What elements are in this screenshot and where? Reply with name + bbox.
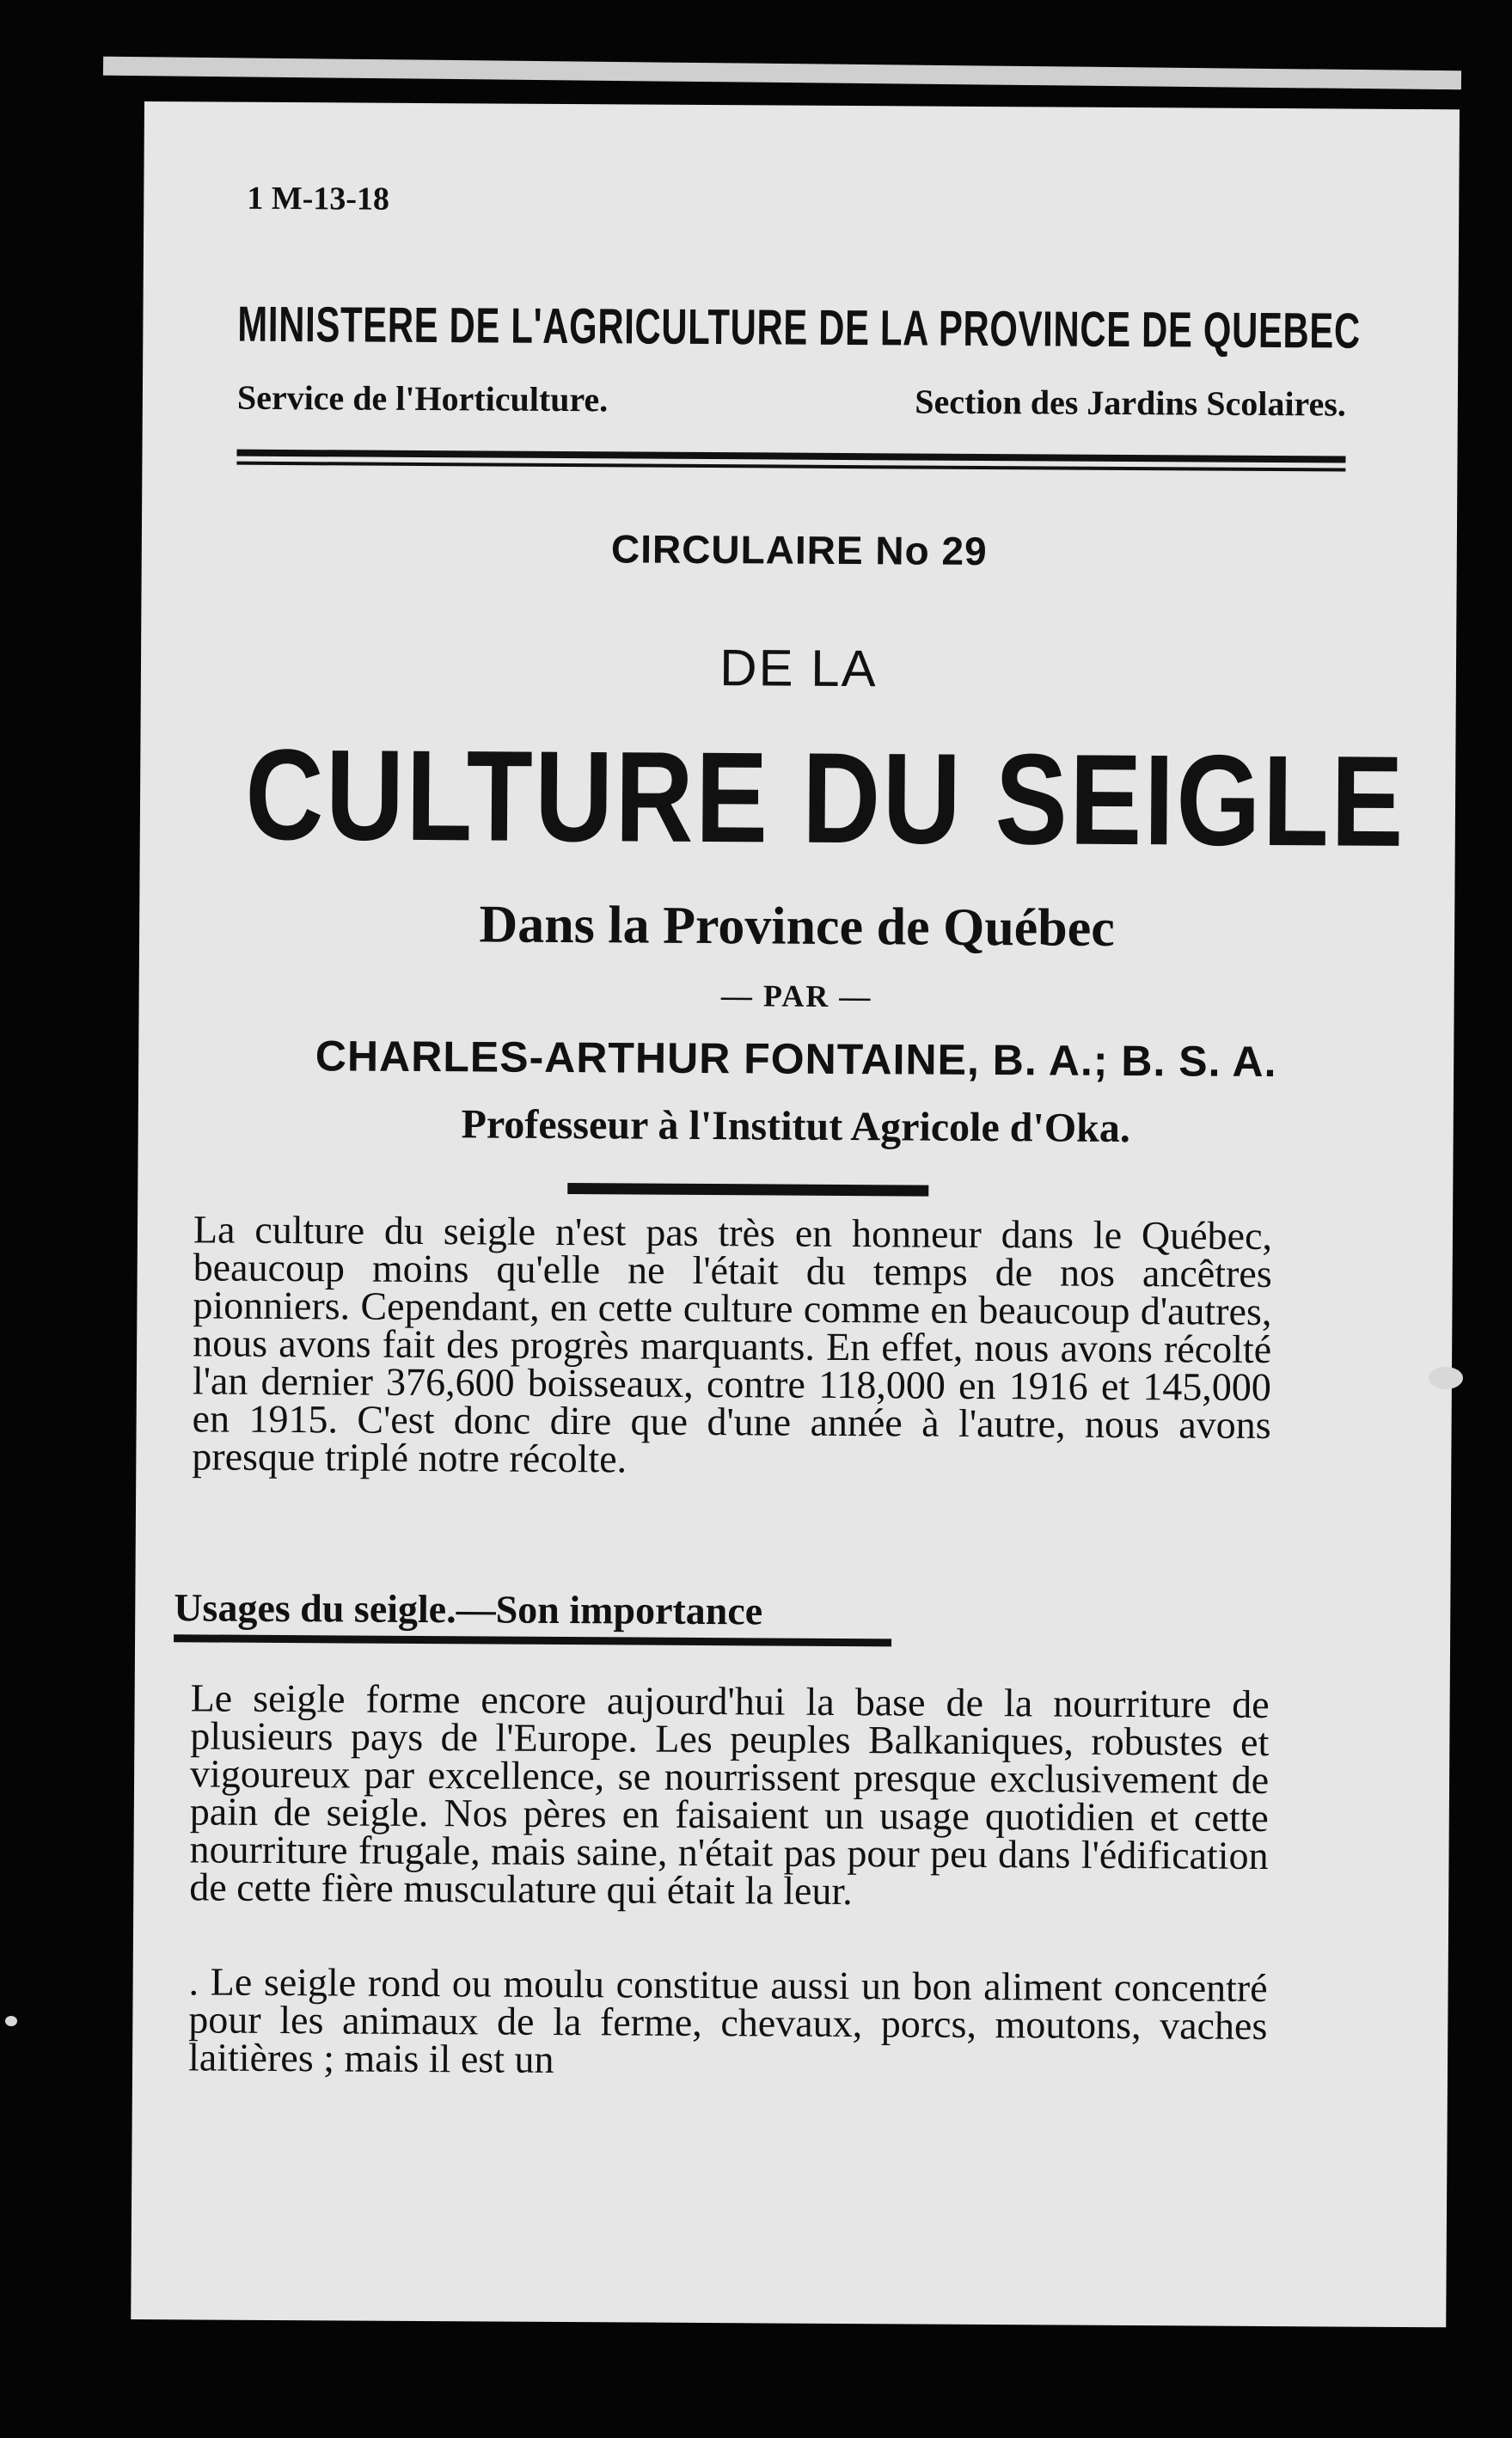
section-name: Section des Jardins Scolaires. <box>915 382 1347 424</box>
form-code: 1 M-13-18 <box>247 180 390 217</box>
page-edge-strip <box>103 57 1461 90</box>
body-paragraph-usages: Le seigle forme encore aujourd'hui la base de la nourriture de plusieurs pays de l'Europe. Les peuples Balkaniques, robustes et vigoureux par excellence, se nourrissent presque exclusivement de pain de seigle. Nos pères en faisaient un usage quotidien et cette nourriture frugale, mais saine, n'était pas pour peu dans l'édification de cette fière musculature qui était la leur. <box>189 1675 1270 1914</box>
author-name: CHARLES-ARTHUR FONTAINE, B. A.; B. S. A. <box>315 1032 1277 1087</box>
subtitle: Dans la Province de Québec <box>479 895 1116 958</box>
body-paragraph-animal-feed: . Le seigle rond ou moulu constitue aussi un bon aliment concentré pour les animaux de la ferme, chevaux, porcs, moutons, vaches laitières ; mais il est un <box>187 1959 1268 2081</box>
circular-page <box>131 101 1460 2327</box>
title-divider <box>567 1183 928 1197</box>
author-title: Professeur à l'Institut Agricole d'Oka. <box>461 1101 1130 1152</box>
film-speck <box>1429 1367 1463 1389</box>
section-heading-underline <box>174 1634 891 1646</box>
ministry-heading: MINISTERE DE L'AGRICULTURE DE LA PROVINCE DE QUEBEC <box>237 296 1362 359</box>
header-rule-thin <box>236 462 1345 472</box>
section-heading: Usages du seigle.—Son importance <box>174 1585 763 1633</box>
main-title: CULTURE DU SEIGLE <box>244 721 1406 873</box>
circular-number: CIRCULAIRE No 29 <box>610 526 988 573</box>
title-prefix: DE LA <box>719 639 878 698</box>
ministry-subheading <box>237 377 1346 425</box>
service-name: Service de l'Horticulture. <box>236 377 609 420</box>
film-speck <box>5 2016 17 2026</box>
by-line-separator: — PAR — <box>720 978 872 1014</box>
intro-paragraph: La culture du seigle n'est pas très en honneur dans le Québec, beaucoup moins qu'elle ne l'était du temps de nos ancêtres pionniers. Cependant, en cette culture comme en beaucoup d'autres, nous avons fait des progrès marquants. En effet, nous avons récolté l'an dernier 376,600 boisseaux, contre 118,000 en 1916 et 145,000 en 1915. C'est donc dire que d'une année à l'autre, nous avons presque triplé notre récolte. <box>192 1207 1273 1481</box>
header-rule-thick <box>236 450 1345 463</box>
